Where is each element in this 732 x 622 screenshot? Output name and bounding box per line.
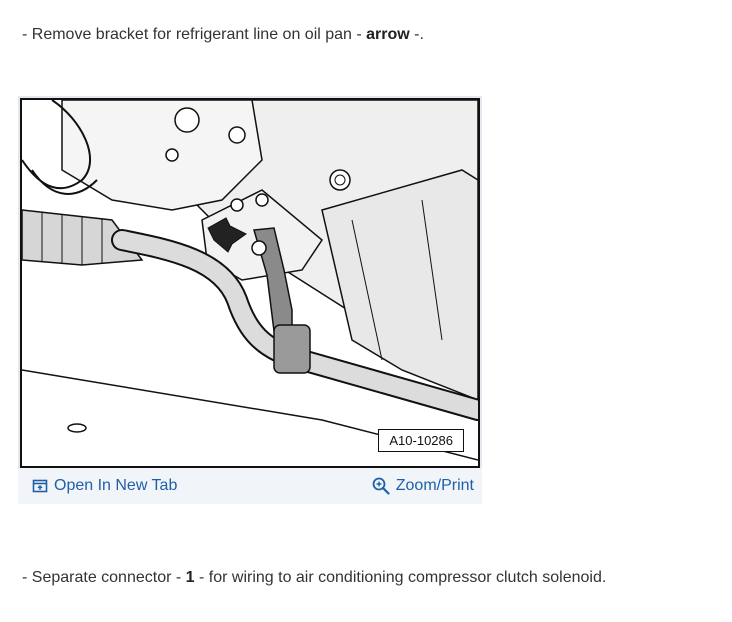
step-2-text: - Separate connector -	[22, 569, 186, 586]
zoom-print-label: Zoom/Print	[395, 477, 474, 494]
zoom-print-link[interactable]	[372, 477, 474, 495]
illustration-drawing	[22, 100, 478, 466]
technical-illustration	[20, 98, 480, 468]
step-1-emphasis: arrow	[366, 26, 410, 43]
instruction-step-1	[22, 26, 424, 44]
figure-container	[18, 96, 482, 504]
magnifier-icon	[372, 477, 390, 495]
figure-id-label: A10-10286	[378, 429, 464, 452]
figure-toolbar	[18, 468, 482, 504]
step-2-emphasis: 1	[185, 569, 195, 586]
instruction-step-2	[22, 569, 606, 587]
step-2-suffix: - for wiring to air conditioning compressor clutch solenoid.	[194, 569, 607, 586]
open-in-new-tab-link[interactable]	[32, 477, 177, 495]
step-1-suffix: -.	[409, 26, 424, 43]
open-new-tab-icon	[32, 478, 48, 494]
step-1-text: - Remove bracket for refrigerant line on oil pan -	[22, 26, 367, 43]
open-in-new-tab-label: Open In New Tab	[54, 477, 178, 494]
